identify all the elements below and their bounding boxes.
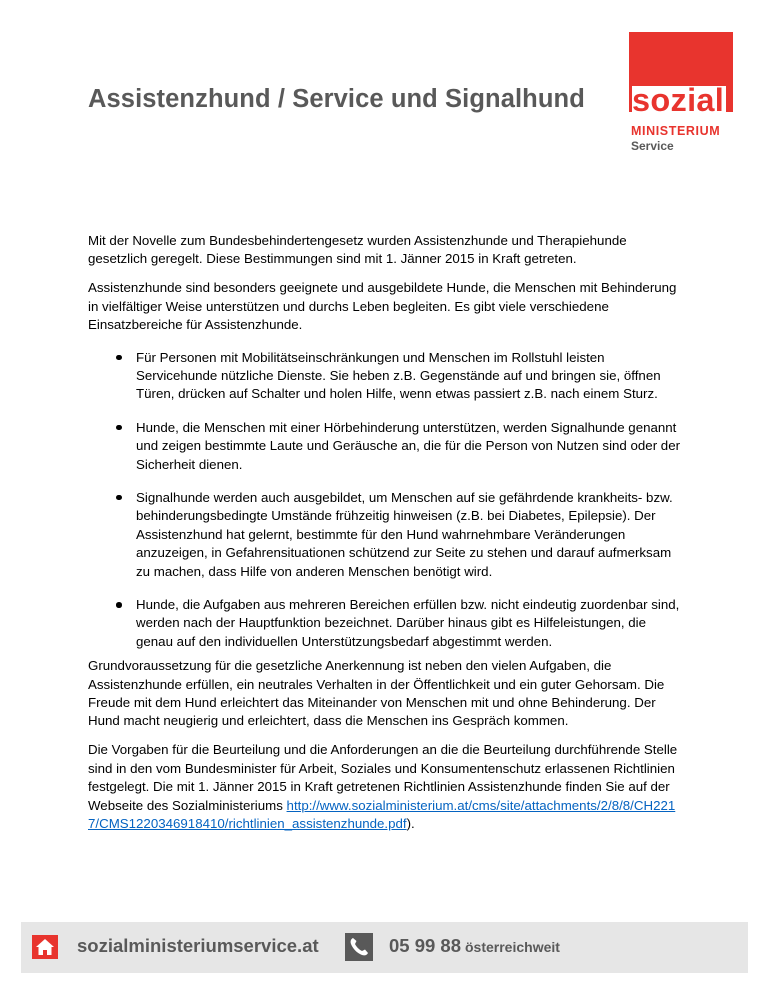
- logo-word: sozial: [632, 82, 725, 118]
- intro-paragraph: Mit der Novelle zum Bundesbehindertengesetz wurden Assistenzhunde und Therapiehunde gesetzlich geregelt. Diese Bestimmungen sind mit 1. Jänner 2015 in Kraft getreten.: [88, 233, 627, 267]
- logo-line3: Service: [631, 139, 674, 153]
- closing-text: Die Vorgaben für die Beurteilung und die Anforderungen an die die Beurteilung durchführende Stelle sind in den vom Bundesminister für Arbeit, Soziales und Konsumentenschutz erlassenen Richtlinien festgelegt. Die mit 1. Jänner 2015 in Kraft getretenen Richtlinien Assistenzhunde finden Sie auf der Webseite des Sozialministeriums: [88, 742, 678, 813]
- list-item: [88, 596, 686, 651]
- document-body: [88, 232, 686, 844]
- closing-paragraph: [88, 741, 686, 833]
- list-item: [88, 349, 686, 404]
- phone-icon: [345, 933, 373, 961]
- bullet-icon: [116, 602, 122, 608]
- home-icon: [32, 935, 58, 959]
- list-item: [88, 489, 686, 581]
- list-item-text: Signalhunde werden auch ausgebildet, um Menschen auf sie gefährdende krankheits- bzw. behinderungsbedingte Umstände frühzeitig hinweisen (z.B. bei Diabetes, Epilepsie). Der Assistenzhund hat gelernt, bestimmte für den Hund wahrnehmbare Veränderungen anzuzeigen, in Gefahrensituationen schützend zur Seite zu stehen und darauf aufmerksam zu machen, dass Hilfe von anderen Menschen benötigt wird.: [136, 489, 673, 579]
- closing-end: ).: [406, 815, 415, 831]
- bullet-icon: [116, 355, 122, 361]
- bullet-icon: [116, 425, 122, 431]
- requirements-paragraph: Grundvoraussetzung für die gesetzliche Anerkennung ist neben den vielen Aufgaben, die Assistenzhunde erfüllen, ein neutrales Verhalten in der Öffentlichkeit und ein guter Gehorsam. Die Freude mit dem Hund erleichtert das Miteinander von Menschen mit und ohne Behinderung. Der Hund macht neugierig und erleichtert, dass die Menschen ins Gespräch kommen.: [88, 658, 665, 729]
- footer-website[interactable]: sozialministeriumservice.at: [77, 935, 319, 956]
- footer-phone-number[interactable]: 05 99 88: [389, 935, 462, 956]
- document-title: Assistenzhund / Service und Signalhund: [88, 85, 585, 113]
- logo-line2: MINISTERIUM: [631, 124, 721, 138]
- list-item: [88, 419, 686, 474]
- bullet-icon: [116, 495, 122, 501]
- description-paragraph: Assistenzhunde sind besonders geeignete und ausgebildete Hunde, die Menschen mit Behinderung in vielfältiger Weise unterstützen und durchs Leben begleiten. Es gibt viele verschiedene Einsatzbereiche für Assistenzhunde.: [88, 280, 677, 333]
- bullet-list: [88, 349, 686, 652]
- footer-region: österreichweit: [465, 939, 560, 955]
- list-item-text: Hunde, die Menschen mit einer Hörbehinderung unterstützen, werden Signalhunde genannt und zeigen bestimmte Laute und Geräusche an, die für die Person von Nutzen sind oder der Sicherheit dienen.: [136, 419, 681, 472]
- guidelines-link[interactable]: http://www.sozialministerium.at/cms/site/attachments/2/8/8/CH2217/CMS1220346918410/richtlinien_assistenzhunde.pdf: [88, 797, 676, 831]
- list-item-text: Hunde, die Aufgaben aus mehreren Bereichen erfüllen bzw. nicht eindeutig zuordenbar sind, werden nach der Hauptfunktion bezeichnet. Darüber hinaus gibt es Hilfeleistungen, die genau auf den individuellen Unterstützungsbedarf abgestimmt werden.: [136, 597, 680, 649]
- list-item-text: Für Personen mit Mobilitätseinschränkungen und Menschen im Rollstuhl leisten Servicehunde nützliche Dienste. Sie heben z.B. Gegenstände auf und bringen sie, öffnen Türen, drücken auf Schalter und holen Hilfe, wenn etwas passiert z.B. nach einem Sturz.: [136, 349, 661, 402]
